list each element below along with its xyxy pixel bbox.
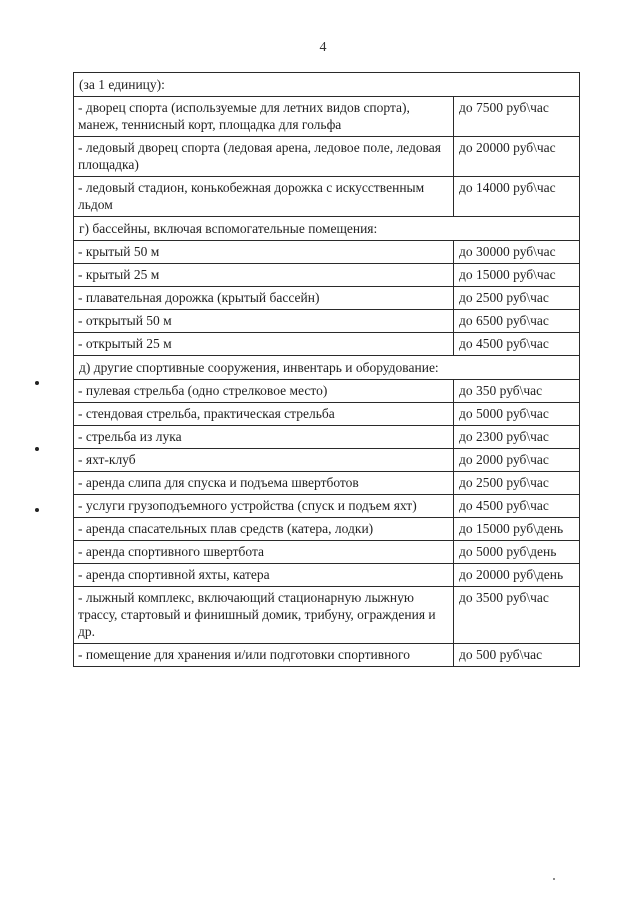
service-price: до 4500 руб\час	[454, 333, 580, 356]
table-row	[74, 380, 580, 403]
table-row	[74, 137, 580, 177]
service-name: - стрельба из лука	[74, 426, 454, 449]
service-name: - пулевая стрельба (одно стрелковое место)	[74, 380, 454, 403]
service-name: - яхт-клуб	[74, 449, 454, 472]
section-row	[74, 217, 580, 241]
table-row	[74, 287, 580, 310]
service-price: до 7500 руб\час	[454, 97, 580, 137]
table-row	[74, 264, 580, 287]
table-row	[74, 403, 580, 426]
table-row	[74, 97, 580, 137]
table-row	[74, 564, 580, 587]
service-price: до 6500 руб\час	[454, 310, 580, 333]
service-name: - плавательная дорожка (крытый бассейн)	[74, 287, 454, 310]
service-name: - аренда спортивного швертбота	[74, 541, 454, 564]
service-price: до 30000 руб\час	[454, 241, 580, 264]
section-row	[74, 356, 580, 380]
service-name: - помещение для хранения и/или подготовки спортивного	[74, 644, 454, 667]
service-name: - ледовый стадион, конькобежная дорожка с искусственным льдом	[74, 177, 454, 217]
service-price: до 3500 руб\час	[454, 587, 580, 644]
table-row	[74, 426, 580, 449]
service-name: - аренда спортивной яхты, катера	[74, 564, 454, 587]
service-name: - аренда спасательных плав средств (катера, лодки)	[74, 518, 454, 541]
service-price: до 15000 руб\час	[454, 264, 580, 287]
service-price: до 20000 руб\час	[454, 137, 580, 177]
section-heading: д) другие спортивные сооружения, инвентарь и оборудование:	[74, 356, 580, 380]
margin-dot	[35, 381, 39, 385]
table-row	[74, 449, 580, 472]
service-price: до 15000 руб\день	[454, 518, 580, 541]
table-row	[74, 495, 580, 518]
margin-dot	[35, 447, 39, 451]
service-price: до 14000 руб\час	[454, 177, 580, 217]
scan-speck	[553, 878, 555, 880]
service-price: до 20000 руб\день	[454, 564, 580, 587]
service-name: - аренда слипа для спуска и подъема швертботов	[74, 472, 454, 495]
table-row	[74, 644, 580, 667]
service-price: до 5000 руб\день	[454, 541, 580, 564]
service-price: до 2000 руб\час	[454, 449, 580, 472]
service-price: до 2500 руб\час	[454, 472, 580, 495]
page-number: 4	[319, 40, 327, 55]
table-row	[74, 518, 580, 541]
section-heading: (за 1 единицу):	[74, 73, 580, 97]
service-name: - ледовый дворец спорта (ледовая арена, ледовое поле, ледовая площадка)	[74, 137, 454, 177]
service-name: - крытый 25 м	[74, 264, 454, 287]
service-name: - открытый 50 м	[74, 310, 454, 333]
section-row	[74, 73, 580, 97]
service-price: до 350 руб\час	[454, 380, 580, 403]
margin-dot	[35, 508, 39, 512]
table-row	[74, 587, 580, 644]
price-table	[73, 72, 580, 667]
service-name: - открытый 25 м	[74, 333, 454, 356]
service-price: до 4500 руб\час	[454, 495, 580, 518]
service-name: - лыжный комплекс, включающий стационарную лыжную трассу, стартовый и финишный домик, трибуну, ограждения и др.	[74, 587, 454, 644]
table-row	[74, 472, 580, 495]
table-row	[74, 310, 580, 333]
service-price: до 2300 руб\час	[454, 426, 580, 449]
table-row	[74, 541, 580, 564]
service-price: до 2500 руб\час	[454, 287, 580, 310]
table-row	[74, 241, 580, 264]
section-heading: г) бассейны, включая вспомогательные помещения:	[74, 217, 580, 241]
service-name: - крытый 50 м	[74, 241, 454, 264]
service-name: - услуги грузоподъемного устройства (спуск и подъем яхт)	[74, 495, 454, 518]
table-row	[74, 333, 580, 356]
table-row	[74, 177, 580, 217]
service-price: до 500 руб\час	[454, 644, 580, 667]
service-price: до 5000 руб\час	[454, 403, 580, 426]
service-name: - стендовая стрельба, практическая стрельба	[74, 403, 454, 426]
service-name: - дворец спорта (используемые для летних видов спорта), манеж, теннисный корт, площадка для гольфа	[74, 97, 454, 137]
table-body	[74, 73, 580, 667]
